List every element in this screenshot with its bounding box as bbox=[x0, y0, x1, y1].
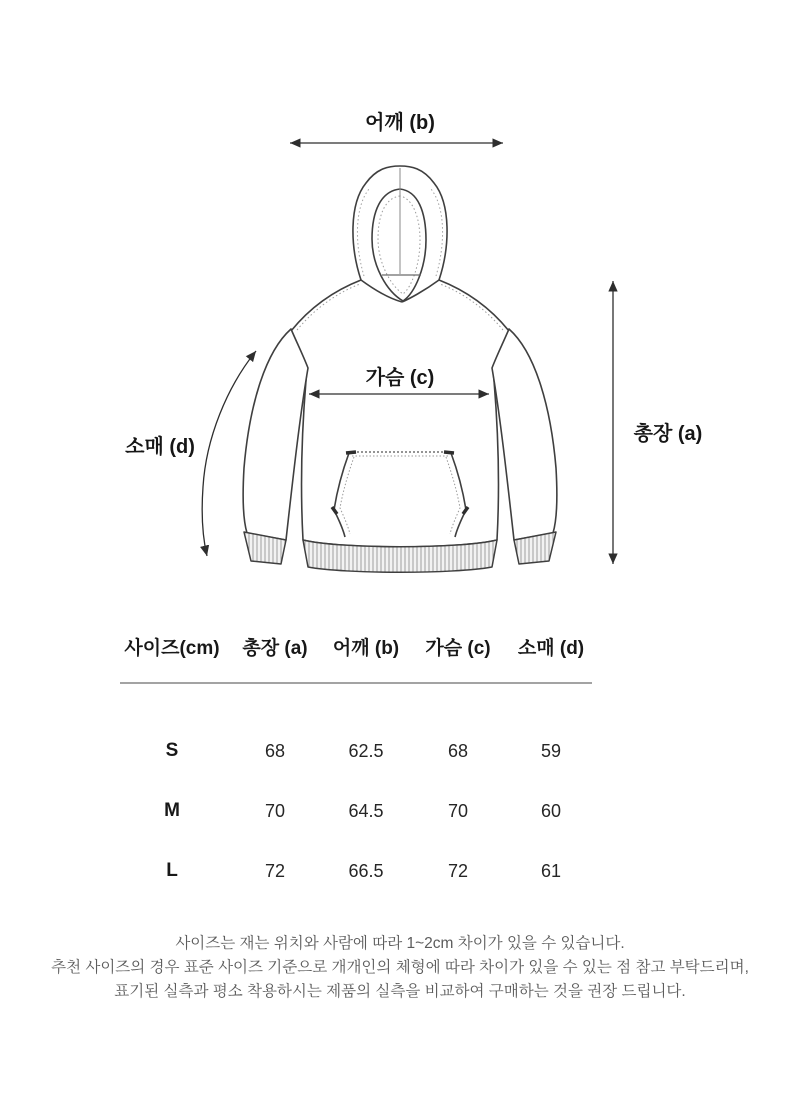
size-label-l: L bbox=[166, 860, 178, 881]
length-label: 총장 (a) bbox=[633, 423, 703, 445]
size-table bbox=[120, 632, 592, 885]
m-length-value: 70 bbox=[264, 800, 286, 821]
l-sleeve-value: 61 bbox=[540, 860, 562, 881]
chest-label: 가슴 (c) bbox=[365, 367, 435, 389]
table-divider bbox=[120, 682, 592, 684]
disclaimer-line-1: 사이즈는 재는 위치와 사람에 따라 1~2cm 차이가 있을 수 있습니다. bbox=[175, 935, 625, 952]
size-label-s: S bbox=[165, 740, 179, 761]
size-table-header bbox=[120, 632, 592, 660]
s-length-value: 68 bbox=[264, 740, 286, 761]
shoulder-label: 어깨 (b) bbox=[365, 112, 435, 134]
s-sleeve-value: 59 bbox=[540, 740, 562, 761]
sleeve-right bbox=[492, 329, 557, 540]
size-label-m: M bbox=[164, 800, 180, 821]
size-disclaimer bbox=[0, 932, 800, 1004]
table-row-l bbox=[120, 857, 592, 885]
disclaimer-line-3: 표기된 실측과 평소 착용하시는 제품의 실측을 비교하여 구매하는 것을 권장 드립니다. bbox=[114, 983, 686, 1000]
sleeve-label: 소매 (d) bbox=[125, 436, 195, 458]
m-shoulder-value: 64.5 bbox=[348, 800, 384, 821]
table-row-m bbox=[120, 797, 592, 825]
col-header-shoulder: 어깨 (b) bbox=[332, 637, 400, 659]
m-chest-value: 70 bbox=[447, 800, 469, 821]
table-row-s bbox=[120, 737, 592, 765]
sleeve-left bbox=[243, 329, 308, 540]
l-length-value: 72 bbox=[264, 860, 286, 881]
col-header-length: 총장 (a) bbox=[242, 637, 308, 659]
l-shoulder-value: 66.5 bbox=[348, 860, 384, 881]
col-header-size: 사이즈(cm) bbox=[124, 637, 220, 659]
disclaimer-line-2: 추천 사이즈의 경우 표준 사이즈 기준으로 개개인의 체형에 따라 차이가 있을 수 있는 점 참고 부탁드리며, bbox=[51, 959, 749, 976]
s-shoulder-value: 62.5 bbox=[348, 740, 384, 761]
l-chest-value: 72 bbox=[447, 860, 469, 881]
col-header-chest: 가슴 (c) bbox=[425, 637, 491, 659]
m-sleeve-value: 60 bbox=[540, 800, 562, 821]
col-header-sleeve: 소매 (d) bbox=[517, 637, 585, 659]
s-chest-value: 68 bbox=[447, 740, 469, 761]
